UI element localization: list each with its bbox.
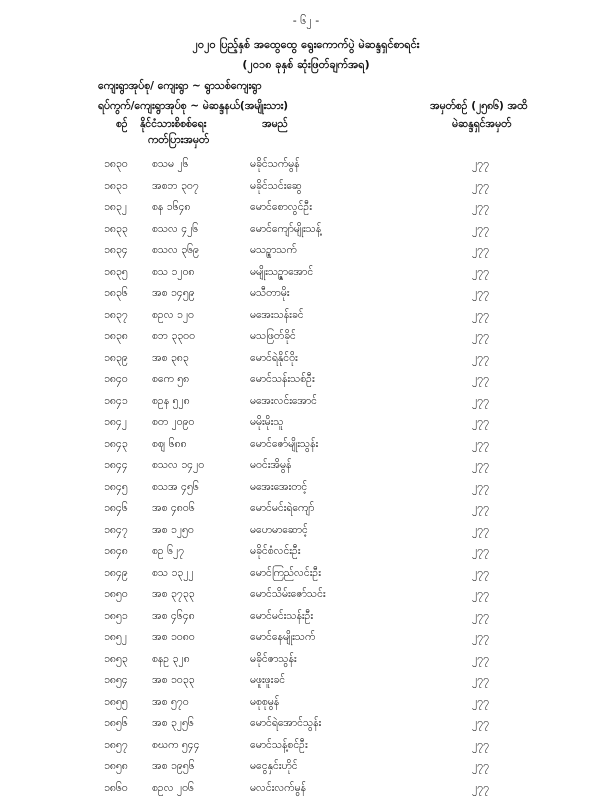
table-row: [0, 416, 612, 438]
row-number: ၁၈၄၅: [104, 480, 128, 493]
row-amount: ၂၇၇: [472, 523, 489, 536]
row-name: မောင်သန့်စင်ဦး: [250, 738, 308, 751]
row-name: မဟေမာဆောင့်: [250, 523, 308, 536]
row-id: စန ၁၆၄၈: [152, 201, 191, 213]
row-amount: ၂၇၇: [472, 308, 489, 321]
table-row: [0, 631, 612, 653]
row-amount: ၂၇၇: [472, 459, 489, 471]
table-row: [0, 309, 612, 331]
row-name: မလင်းလက်မွန်: [250, 781, 306, 794]
row-number: ၁၈၄၄: [104, 459, 128, 471]
row-id: စဥလ ၁၂၀: [152, 308, 194, 321]
column-header-amount: မဲဆန္ဒရှင်အမှတ်: [452, 118, 512, 130]
row-id: စဥ ၆၂၇: [152, 545, 185, 557]
row-amount: ၂၇၇: [472, 502, 489, 514]
row-amount: ၂၇၇: [472, 158, 489, 170]
row-number: ၁၈၃၃: [104, 222, 128, 235]
row-number: ၁၈၃၅: [104, 265, 128, 278]
row-number: ၁၈၅၀: [104, 588, 128, 600]
table-row: [0, 481, 612, 503]
row-name: မောင်ရဲအောင်သွန်း: [250, 717, 322, 729]
row-amount: ၂၇၇: [472, 588, 489, 600]
row-name: မောင်ရဲနိုင်ဝိုး: [250, 351, 298, 364]
row-number: ၁၈၅၆: [104, 717, 128, 729]
row-name: မခိုင်စံလင်းဦး: [250, 545, 301, 557]
row-number: ၁၈၃၇: [104, 308, 128, 321]
table-row: [0, 610, 612, 632]
table-row: [0, 266, 612, 288]
row-name: မသီတာမိုး: [250, 287, 290, 299]
row-amount: ၂၇၇: [472, 330, 489, 342]
row-id: စသလ ၄၂၆: [152, 222, 199, 235]
row-number: ၁၈၃၀: [104, 158, 128, 170]
row-number: ၁၈၅၅: [104, 695, 128, 708]
row-number: ၁၈၃၄: [104, 244, 128, 256]
table-row: [0, 352, 612, 374]
row-amount: ၂၇၇: [472, 674, 489, 686]
row-name: မောင်သိမ်းဇော်သင်း: [250, 588, 326, 600]
row-name: မောင်စောလွင်ဦး: [250, 201, 312, 213]
table-row: [0, 545, 612, 567]
row-number: ၁၈၄၆: [104, 502, 128, 514]
table-row: [0, 782, 612, 804]
row-id: အစ ၁၀၈၀: [152, 631, 195, 643]
row-name: မမျိုးသဉ္ဇာအောင်: [250, 265, 314, 278]
row-amount: ၂၇၇: [472, 480, 489, 493]
row-number: ၁၈၃၁: [104, 179, 128, 192]
row-amount: ၂၇၇: [472, 695, 489, 708]
row-id: စသမ ၂၆: [152, 158, 189, 170]
header-left: ရပ်ကွက်/ကျေးရွာအုပ်စု ~ မဲဆန္ဒနယ်(အမျိုးသား): [98, 100, 289, 112]
table-row: [0, 760, 612, 782]
row-name: မခိုင်ဇာသွန်း: [250, 652, 297, 665]
row-number: ၁၈၃၈: [104, 330, 128, 342]
column-header-number: စဉ်: [116, 118, 128, 130]
row-number: ၁၈၄၁: [104, 394, 128, 407]
row-id: စဥလ ၂၀၆: [152, 781, 194, 794]
row-id: စတ ၂၀၉၀: [152, 416, 195, 428]
row-amount: ၂၇၇: [472, 222, 489, 235]
row-name: မောင်မင်းသန်းဦး: [250, 609, 314, 622]
row-number: ၁၈၄၃: [104, 437, 128, 450]
column-header-id: နိုင်ငံသားစိစစ်ရေး: [140, 118, 207, 130]
row-number: ၁၈၅၂: [104, 631, 127, 643]
row-name: မအေးအေးတင့်: [250, 480, 308, 493]
row-amount: ၂၇၇: [472, 416, 489, 428]
row-amount: ၂၇၇: [472, 566, 489, 579]
row-id: စနဥ ၃၂၈: [152, 652, 190, 665]
row-number: ၁၈၆၀: [104, 781, 128, 794]
row-amount: ၂၇၇: [472, 631, 489, 643]
row-name: မမိုးမိုးသူ: [250, 416, 284, 428]
table-row: [0, 223, 612, 245]
row-id: အစ ၅၇၀: [152, 695, 189, 708]
row-id: စဘ ၃၃၀၀: [152, 330, 195, 342]
column-header-name: အမည်: [262, 118, 288, 130]
row-id: အစ ၃၇၃၃: [152, 588, 195, 600]
row-id: စသလ ၃၆၉: [152, 244, 199, 256]
row-number: ၁၈၃၂: [104, 201, 127, 213]
row-id: အစ ၁၄၅၉: [152, 287, 195, 299]
row-amount: ၂၇၇: [472, 287, 489, 299]
location-line: ကျေးရွာအုပ်စု/ ကျေးရွာ ~ ရွာသစ်ကျေးရွာ: [98, 80, 262, 92]
row-name: မခိုင်သက်မွန်: [250, 158, 300, 170]
row-amount: ၂၇၇: [472, 545, 489, 557]
row-amount: ၂၇၇: [472, 738, 489, 751]
table-row: [0, 717, 612, 739]
row-number: ၁၈၅၄: [104, 674, 128, 686]
row-amount: ၂၇၇: [472, 265, 489, 278]
row-name: မောင်ဇော်မျိုးသွန်း: [250, 437, 319, 450]
table-row: [0, 524, 612, 546]
page-number: - ၆၂ -: [292, 14, 320, 27]
row-id: စဈ ၆၈၈: [152, 437, 187, 450]
table-row: [0, 158, 612, 180]
row-name: မောင်မင်းရဲကျော်: [250, 502, 315, 514]
row-id: စသအ ၄၅၆: [152, 480, 199, 493]
row-name: မသဖြတ်ခိုင်: [250, 330, 296, 342]
table-row: [0, 180, 612, 202]
row-number: ၁၈၄၈: [104, 545, 128, 557]
table-row: [0, 201, 612, 223]
row-number: ၁၈၃၉: [104, 351, 128, 364]
row-amount: ၂၇၇: [472, 652, 489, 665]
row-id: စကေ ၅၈: [152, 373, 190, 385]
row-id: အစ ၃၂၅၆: [152, 717, 194, 729]
row-amount: ၂၇၇: [472, 394, 489, 407]
row-number: ၁၈၅၃: [104, 652, 128, 665]
row-amount: ၂၇၇: [472, 781, 489, 794]
table-row: [0, 674, 612, 696]
header-right: အမှတ်စဉ် (၂၅၈၆) အထိ: [430, 100, 528, 112]
row-number: ၁၈၅၁: [104, 609, 128, 622]
table-row: [0, 395, 612, 417]
document-subtitle: (၂၀၁၈ ခုနှစ် ဆုံးဖြတ်ချက်အရ): [242, 58, 370, 71]
table-row: [0, 459, 612, 481]
row-name: မသဥ္စာသက်: [250, 244, 297, 256]
row-id: အစ ၁၂၅၀: [152, 523, 194, 536]
row-id: စဃက ၅၄၄: [152, 738, 200, 751]
row-amount: ၂၇၇: [472, 609, 489, 622]
row-number: ၁၈၅၈: [104, 760, 128, 772]
row-name: မောင်ကြည်လင်းဦး: [250, 566, 321, 579]
row-id: အစ ၁၀၃၃: [152, 674, 195, 686]
row-name: မခိုင်သင်းဆွေ: [250, 179, 302, 192]
row-name: မဝင်းအိမွန်: [250, 459, 292, 471]
row-amount: ၂၇၇: [472, 760, 489, 772]
table-row: [0, 502, 612, 524]
row-id: စသလ ၁၄၂၀: [152, 459, 205, 471]
row-amount: ၂၇၇: [472, 351, 489, 364]
table-row: [0, 588, 612, 610]
row-amount: ၂၇၇: [472, 179, 489, 192]
column-header-id-line2: ကတ်ပြားအမှတ်: [148, 134, 210, 146]
row-number: ၁၈၄၂: [104, 416, 127, 428]
table-row: [0, 244, 612, 266]
table-row: [0, 373, 612, 395]
row-id: စသ ၁၂၀၈: [152, 265, 195, 278]
row-id: အစ ၁၉၅၆: [152, 760, 195, 772]
table-row: [0, 330, 612, 352]
row-number: ၁၈၅၇: [104, 738, 128, 751]
row-id: အစဘ ၃၀၇: [152, 179, 199, 192]
row-name: မောင်နေမျိုးသက်: [250, 631, 316, 643]
row-id: စဥန ၅၂၈: [152, 394, 190, 407]
table-row: [0, 567, 612, 589]
row-name: မောင်သန်းသစ်ဦး: [250, 373, 315, 385]
row-amount: ၂၇၇: [472, 717, 489, 729]
table-row: [0, 696, 612, 718]
row-number: ၁၈၄၀: [104, 373, 128, 385]
row-number: ၁၈၃၆: [104, 287, 128, 299]
table-row: [0, 653, 612, 675]
table-row: [0, 739, 612, 761]
table-row: [0, 438, 612, 460]
row-number: ၁၈၄၉: [104, 566, 128, 579]
row-id: စသ ၁၃၂၂: [152, 566, 194, 579]
row-id: အစ ၄၆၄၈: [152, 609, 195, 622]
row-amount: ၂၇၇: [472, 244, 489, 256]
table-row: [0, 287, 612, 309]
row-name: မစုစုမွန်: [250, 695, 280, 708]
row-name: မဖူးဖူးခင်: [250, 674, 286, 686]
row-id: အစ ၃၈၃: [152, 351, 189, 364]
row-amount: ၂၇၇: [472, 437, 489, 450]
row-amount: ၂၇၇: [472, 201, 489, 213]
document-title: ၂၀၂၀ ပြည့်နှစ် အထွေထွေ ရွေးကောက်ပွဲ မဲဆန္ဒရှင်စာရင်း: [192, 38, 420, 51]
row-number: ၁၈၄၇: [104, 523, 128, 536]
row-id: အစ ၄၈၀၆: [152, 502, 195, 514]
row-name: မောင်ကျော်မျိုးသန့်: [250, 222, 322, 235]
row-name: မအေးလင်းအောင်: [250, 394, 317, 407]
row-amount: ၂၇၇: [472, 373, 489, 385]
row-name: မအေးသန်းခင်: [250, 308, 304, 321]
row-name: မငွေနှင်းဟိုင်: [250, 760, 298, 772]
